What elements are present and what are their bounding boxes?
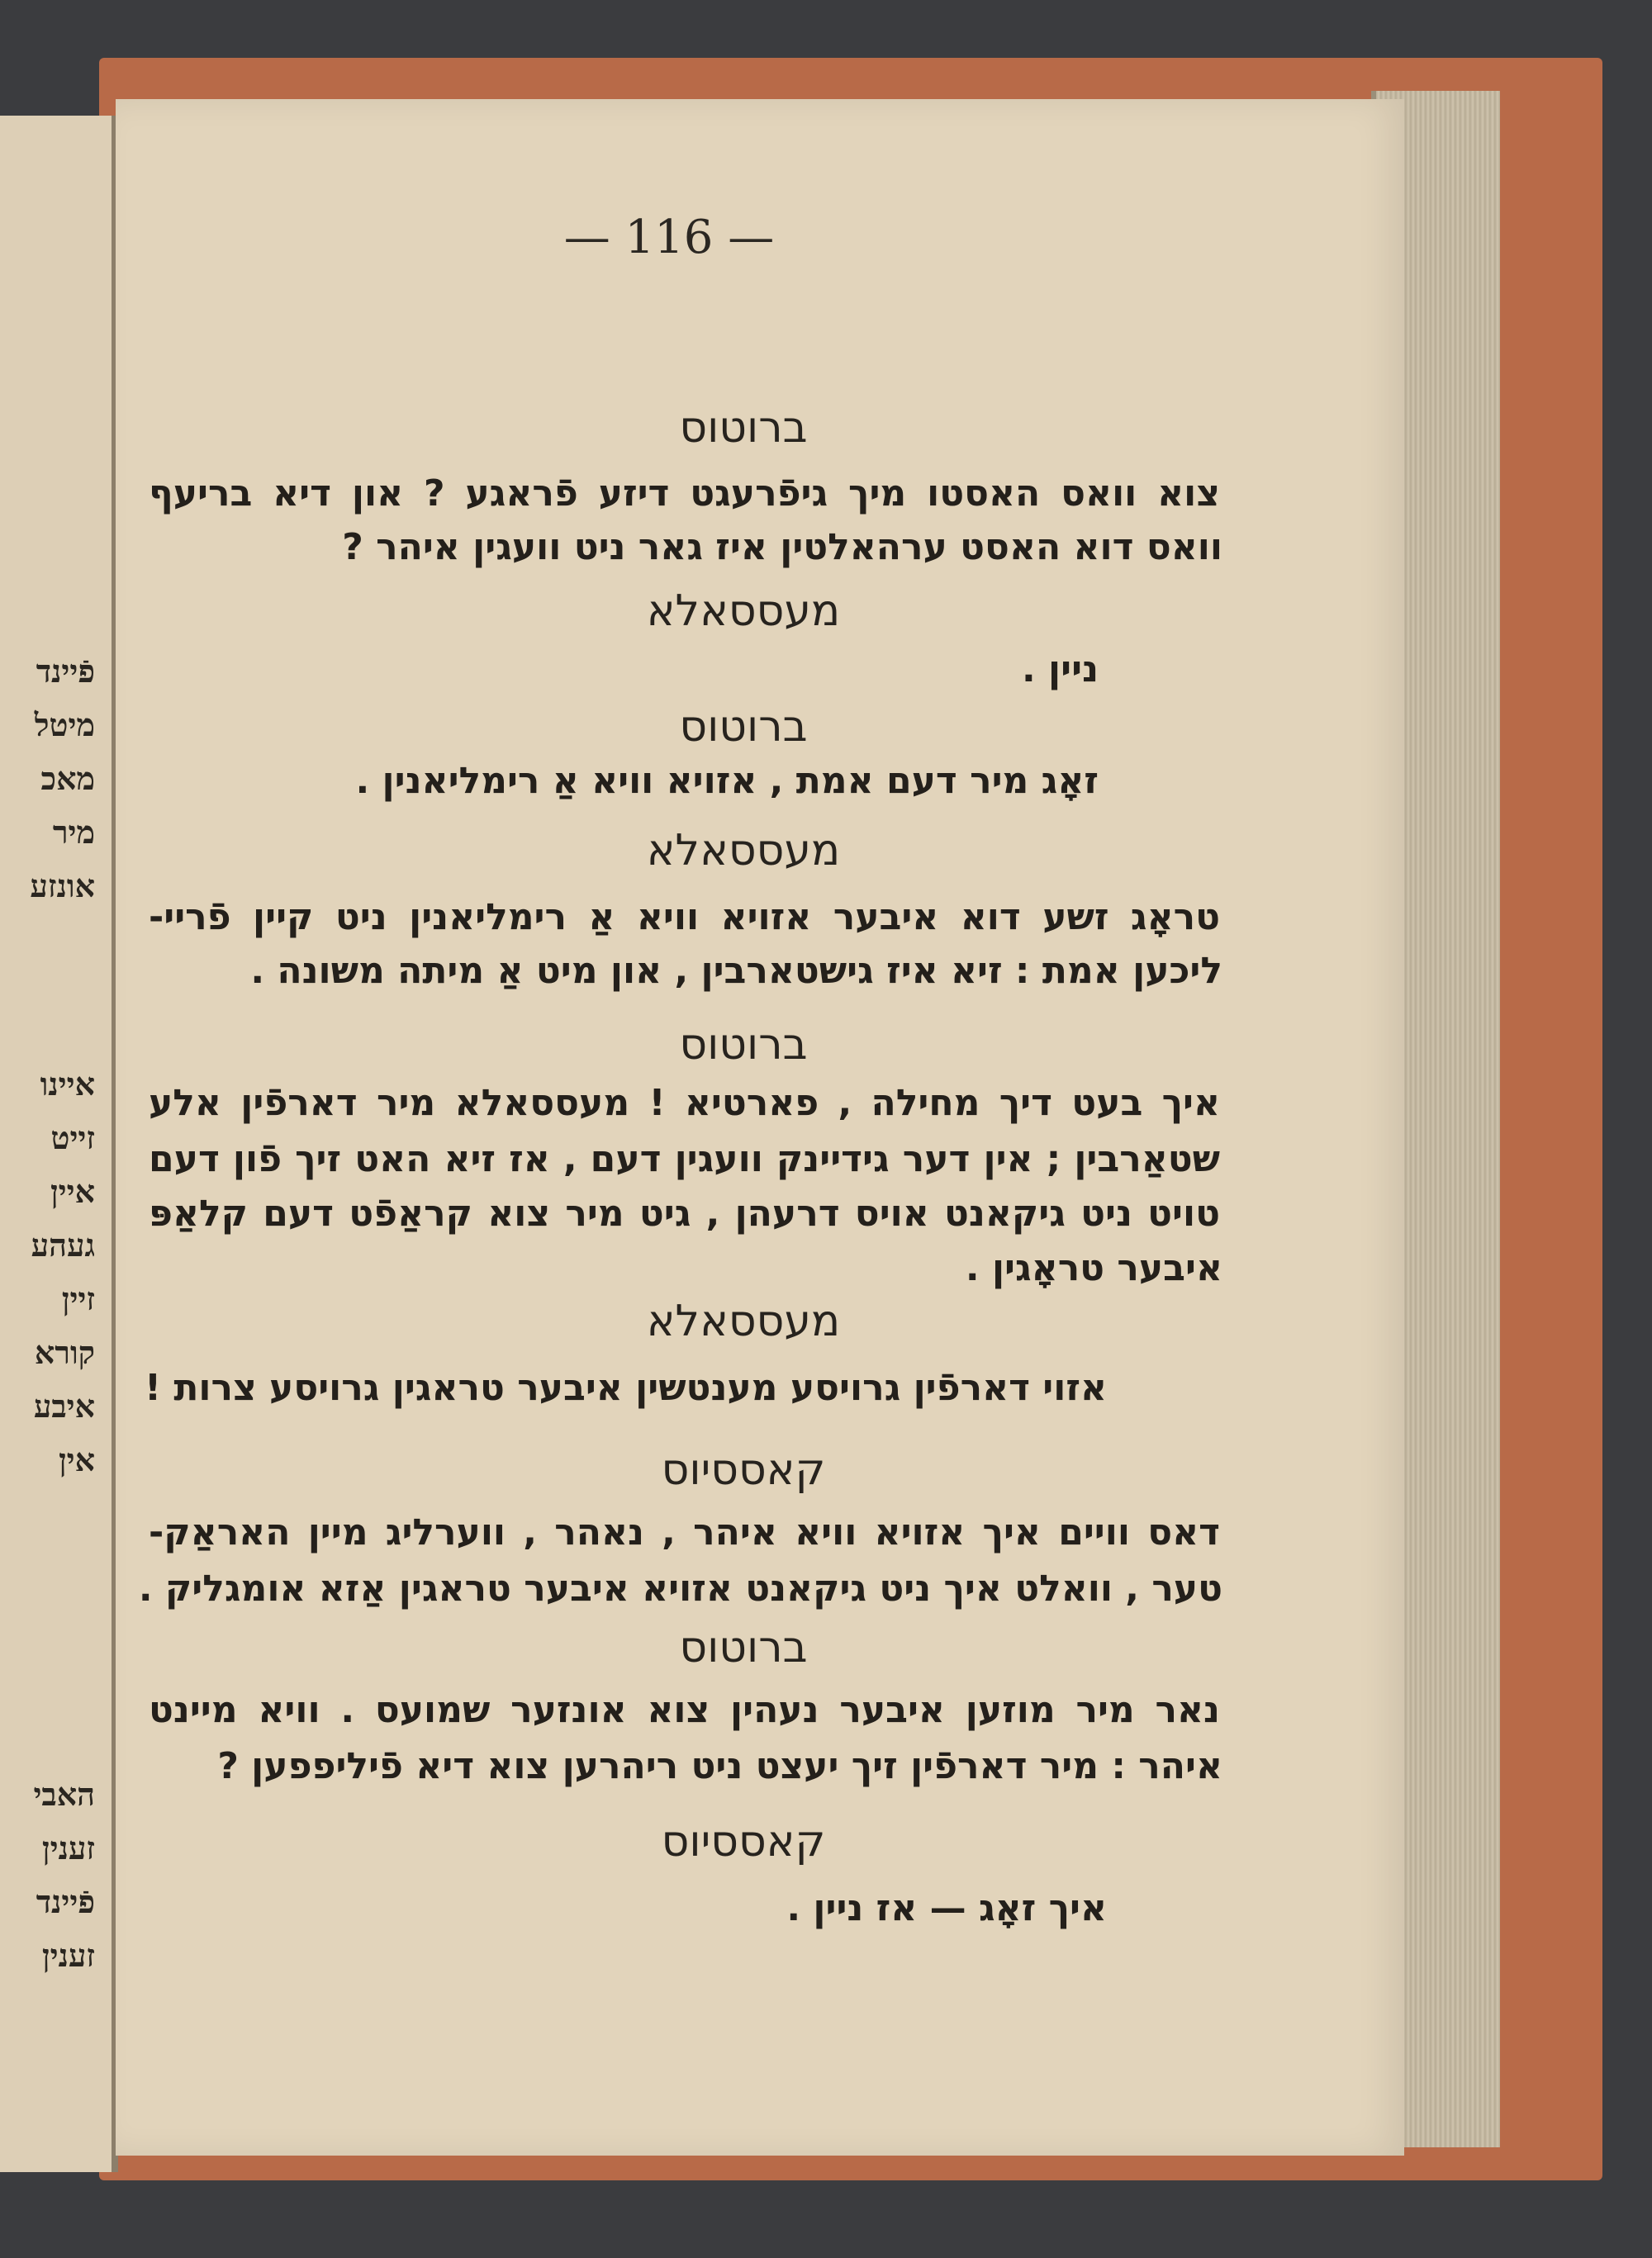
prev-fragment: אין [58, 1441, 95, 1478]
speaker-name: קאססיוס [661, 1445, 826, 1495]
previous-page [0, 116, 118, 2172]
prev-fragment: אונזע [30, 867, 95, 904]
speaker-name: מעססאלא [646, 826, 841, 875]
text-line: זאָג מיר דעם אמת , אזויא וויא אַ רימליאנין . [355, 760, 1099, 802]
text-line: שטאַרבין ; אין דער גידיינק וועגין דעם , אז זיא האט זיך פֿון דעם [149, 1138, 1220, 1180]
prev-fragment: זענין [41, 1937, 95, 1974]
prev-fragment: מאכ [40, 760, 95, 797]
speaker-name: ברוטוס [679, 1623, 808, 1672]
text-line: נאר מיר מוזען איבער נעהין צוא אונזער שמועס . וויא מיינט [149, 1689, 1220, 1731]
text-line: דאס וויים איך אזויא וויא איהר , נאהר , ווערליג מיין האראַק- [149, 1511, 1220, 1554]
text-line: איך בעט דיך מחילה , פארטיא ! מעססאלא מיר דארפֿין אלע [149, 1082, 1220, 1124]
text-line: טראָג זשע דוא איבער אזויא וויא אַ רימליאנין ניט קיין פֿריי- [149, 896, 1220, 938]
text-line: צוא וואס האסטו מיך גיפֿרעגט דיזע פֿראגע ? און דיא בריעף [149, 472, 1220, 515]
speaker-name: ברוטוס [679, 1020, 808, 1070]
text-line: וואס דוא האסט ערהאלטין איז גאר ניט וועגין איהר ? [342, 526, 1222, 568]
prev-fragment: איין [50, 1173, 95, 1210]
text-line: ליכען אמת : זיא איז גישטארבין , און מיט אַ מיתה משונה . [250, 950, 1222, 992]
prev-fragment: זענין [41, 1829, 95, 1867]
text-line: איהר : מיר דארפֿין זיך יעצט ניט ריהרען צוא דיא פֿיליפפען ? [217, 1745, 1222, 1787]
prev-fragment: זיין [61, 1280, 95, 1317]
prev-fragment: האבי [33, 1776, 95, 1813]
prev-fragment: קורא [34, 1334, 95, 1371]
page-number: — 116 — [563, 211, 775, 264]
speaker-name: מעססאלא [646, 586, 841, 636]
prev-fragment: געהע [31, 1226, 95, 1264]
text-line: טער , וואלט איך ניט גיקאנט אזויא איבער טראגין אַזא אומגליק . [138, 1568, 1222, 1610]
prev-fragment: איבע [33, 1388, 95, 1425]
prev-fragment: פֿיינד [36, 652, 95, 690]
text-line: ניין . [1022, 648, 1099, 690]
prev-fragment: מיר [52, 814, 95, 851]
speaker-name: קאססיוס [661, 1817, 826, 1867]
text-line: איך זאָג — אז ניין . [786, 1887, 1107, 1929]
speaker-name: ברוטוס [679, 403, 808, 453]
prev-fragment: איינו [40, 1065, 95, 1103]
speaker-name: מעססאלא [646, 1297, 841, 1346]
prev-fragment: מיטל [34, 706, 95, 743]
prev-fragment: פֿיינד [36, 1883, 95, 1920]
text-line: איבער טראָגין . [965, 1247, 1222, 1289]
text-line: טויט ניט גיקאנט אויס דרעהן , גיט מיר צוא קראַפֿט דעם קלאַפּ [149, 1193, 1220, 1235]
speaker-name: ברוטוס [679, 702, 808, 752]
prev-fragment: זייט [50, 1119, 95, 1156]
text-line: אזוי דארפֿין גרויסע מענטשין איבער טראגין גרויסע צרות ! [144, 1367, 1107, 1409]
